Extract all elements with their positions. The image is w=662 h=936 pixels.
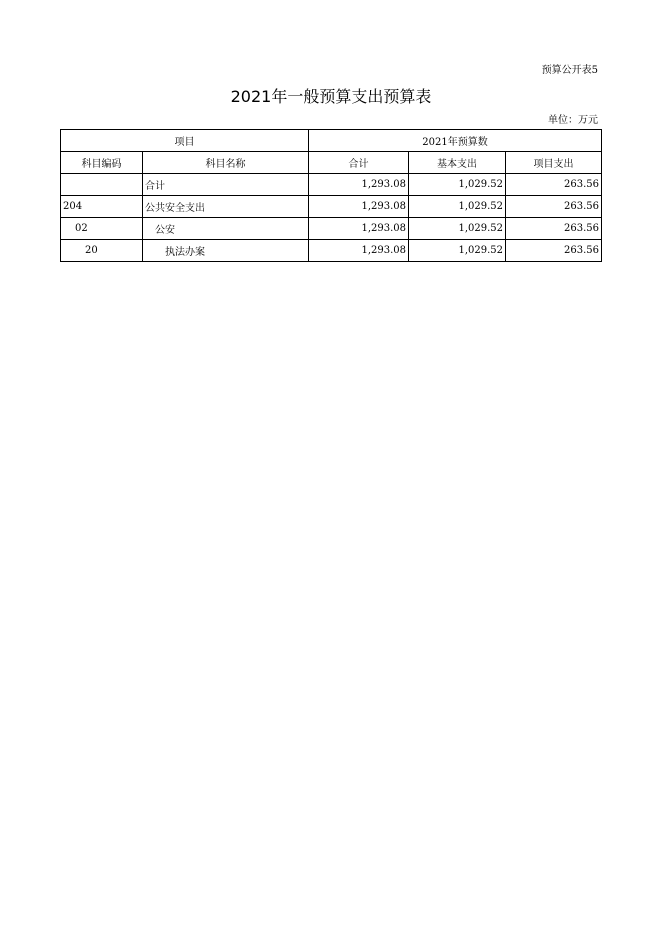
cell-total: 1,293.08 [309, 196, 409, 218]
cell-basic: 1,029.52 [409, 196, 506, 218]
table-row [61, 240, 602, 262]
cell-project: 263.56 [506, 218, 602, 240]
header-total: 合计 [309, 152, 409, 174]
cell-code: 02 [61, 218, 143, 240]
cell-project: 263.56 [506, 196, 602, 218]
cell-project: 263.56 [506, 174, 602, 196]
cell-name: 执法办案 [143, 240, 309, 262]
budget-table [60, 129, 602, 262]
cell-total: 1,293.08 [309, 218, 409, 240]
table-header-row-group [61, 130, 602, 152]
cell-code: 204 [61, 196, 143, 218]
table-row [61, 218, 602, 240]
cell-code: 20 [61, 240, 143, 262]
header-name: 科目名称 [143, 152, 309, 174]
cell-total: 1,293.08 [309, 174, 409, 196]
cell-total: 1,293.08 [309, 240, 409, 262]
cell-basic: 1,029.52 [409, 240, 506, 262]
header-code: 科目编码 [61, 152, 143, 174]
cell-code [61, 174, 143, 196]
cell-project: 263.56 [506, 240, 602, 262]
table-header-row-columns [61, 152, 602, 174]
cell-name: 合计 [143, 174, 309, 196]
table-row [61, 196, 602, 218]
page-title: 2021年一般预算支出预算表 [230, 87, 432, 106]
unit-label: 单位：万元 [548, 115, 598, 126]
header-basic: 基本支出 [409, 152, 506, 174]
cell-name: 公共安全支出 [143, 196, 309, 218]
cell-basic: 1,029.52 [409, 174, 506, 196]
table-row [61, 174, 602, 196]
header-project: 项目 [61, 130, 309, 152]
header-project-expenditure: 项目支出 [506, 152, 602, 174]
cell-basic: 1,029.52 [409, 218, 506, 240]
header-budget-group: 2021年预算数 [309, 130, 602, 152]
cell-name: 公安 [143, 218, 309, 240]
document-number-label: 预算公开表5 [541, 65, 598, 76]
